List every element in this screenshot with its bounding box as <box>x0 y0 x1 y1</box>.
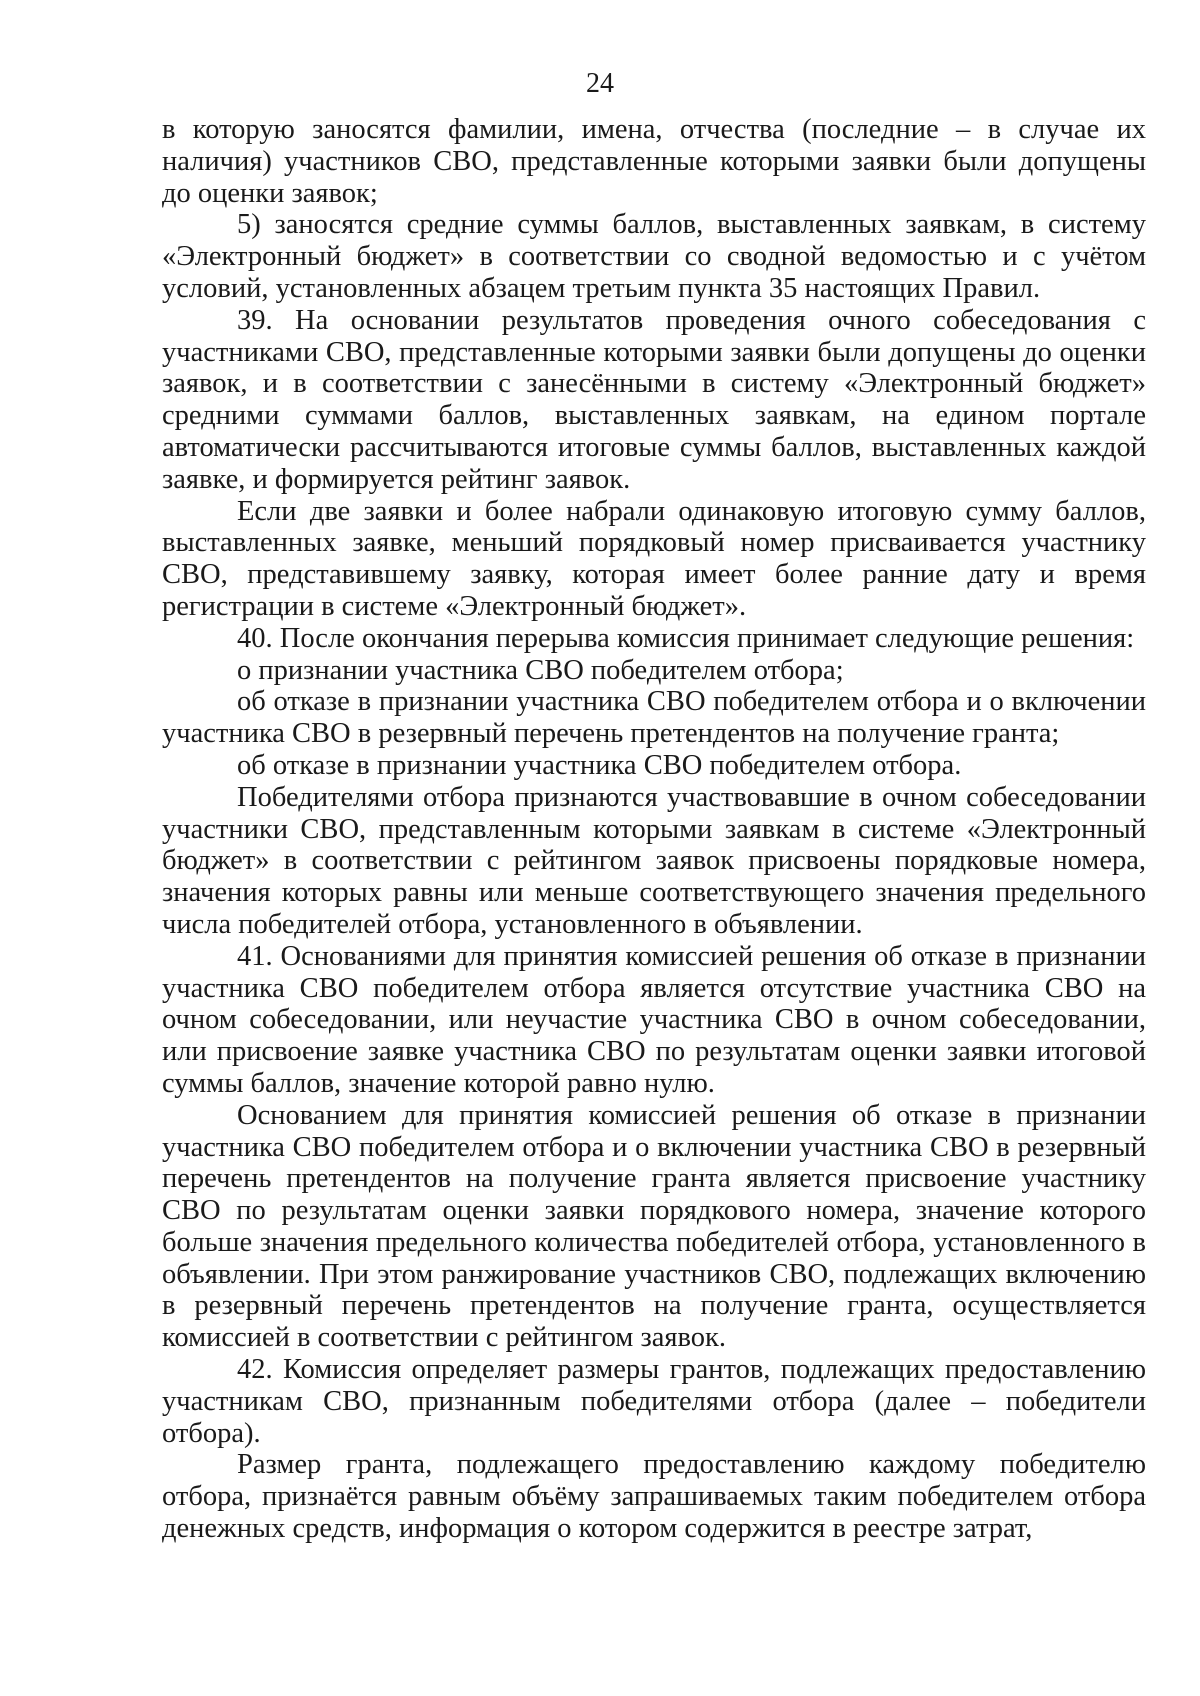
paragraph: 42. Комиссия определяет размеры грантов, подлежащих предоставлению участникам СВО, признанным победителями отбора (далее – победители отбора). <box>162 1354 1146 1449</box>
paragraph: 5) заносятся средние суммы баллов, выставленных заявкам, в систему «Электронный бюджет» в соответствии со сводной ведомостью и с учётом условий, установленных абзацем третьим пункта 35 настоящих Правил. <box>162 209 1146 304</box>
paragraph: об отказе в признании участника СВО победителем отбора и о включении участника СВО в резервный перечень претендентов на получение гранта; <box>162 686 1146 750</box>
paragraph: о признании участника СВО победителем отбора; <box>237 654 844 686</box>
paragraph: Победителями отбора признаются участвовавшие в очном собеседовании участники СВО, представленным которыми заявкам в системе «Электронный бюджет» в соответствии с рейтингом заявок присвоены порядковые номера, значения которых равны или меньше соответствующего значения предельного числа победителей отбора, установленного в объявлении. <box>162 781 1146 940</box>
paragraph: 39. На основании результатов проведения очного собеседования с участниками СВО, представленные которыми заявки были допущены до оценки заявок, и в соответствии с занесёнными в систему «Электронный бюджет» средними суммами баллов, выставленных заявкам, на едином портале автоматически рассчитываются итоговые суммы баллов, выставленных каждой заявке, и формируется рейтинг заявок. <box>162 304 1146 495</box>
page-number: 24 <box>586 68 614 99</box>
paragraph: 40. После окончания перерыва комиссия принимает следующие решения: <box>237 622 1135 654</box>
paragraph: Размер гранта, подлежащего предоставлению каждому победителю отбора, признаётся равным объёму запрашиваемых таким победителем отбора денежных средств, информация о котором содержится в реестре затрат, <box>162 1449 1146 1545</box>
paragraph: 41. Основаниями для принятия комиссией решения об отказе в признании участника СВО победителем отбора является отсутствие участника СВО на очном собеседовании, или неучастие участника СВО в очном собеседовании, или присвоение заявке участника СВО по результатам оценки заявки итоговой суммы баллов, значение которой равно нулю. <box>162 940 1146 1099</box>
paragraph: Если две заявки и более набрали одинаковую итоговую сумму баллов, выставленных заявке, меньший порядковый номер присваивается участнику СВО, представившему заявку, которая имеет более ранние дату и время регистрации в системе «Электронный бюджет». <box>162 495 1146 622</box>
paragraph: Основанием для принятия комиссией решения об отказе в признании участника СВО победителем отбора и о включении участника СВО в резервный перечень претендентов на получение гранта является присвоение участнику СВО по результатам оценки заявки порядкового номера, значение которого больше значения предельного количества победителей отбора, установленного в объявлении. При этом ранжирование участников СВО, подлежащих включению в резервный перечень претендентов на получение гранта, осуществляется комиссией в соответствии с рейтингом заявок. <box>162 1099 1146 1354</box>
document-body <box>162 114 1146 1545</box>
paragraph: в которую заносятся фамилии, имена, отчества (последние – в случае их наличия) участников СВО, представленные которыми заявки были допущены до оценки заявок; <box>162 114 1146 209</box>
paragraph: об отказе в признании участника СВО победителем отбора. <box>237 749 962 781</box>
